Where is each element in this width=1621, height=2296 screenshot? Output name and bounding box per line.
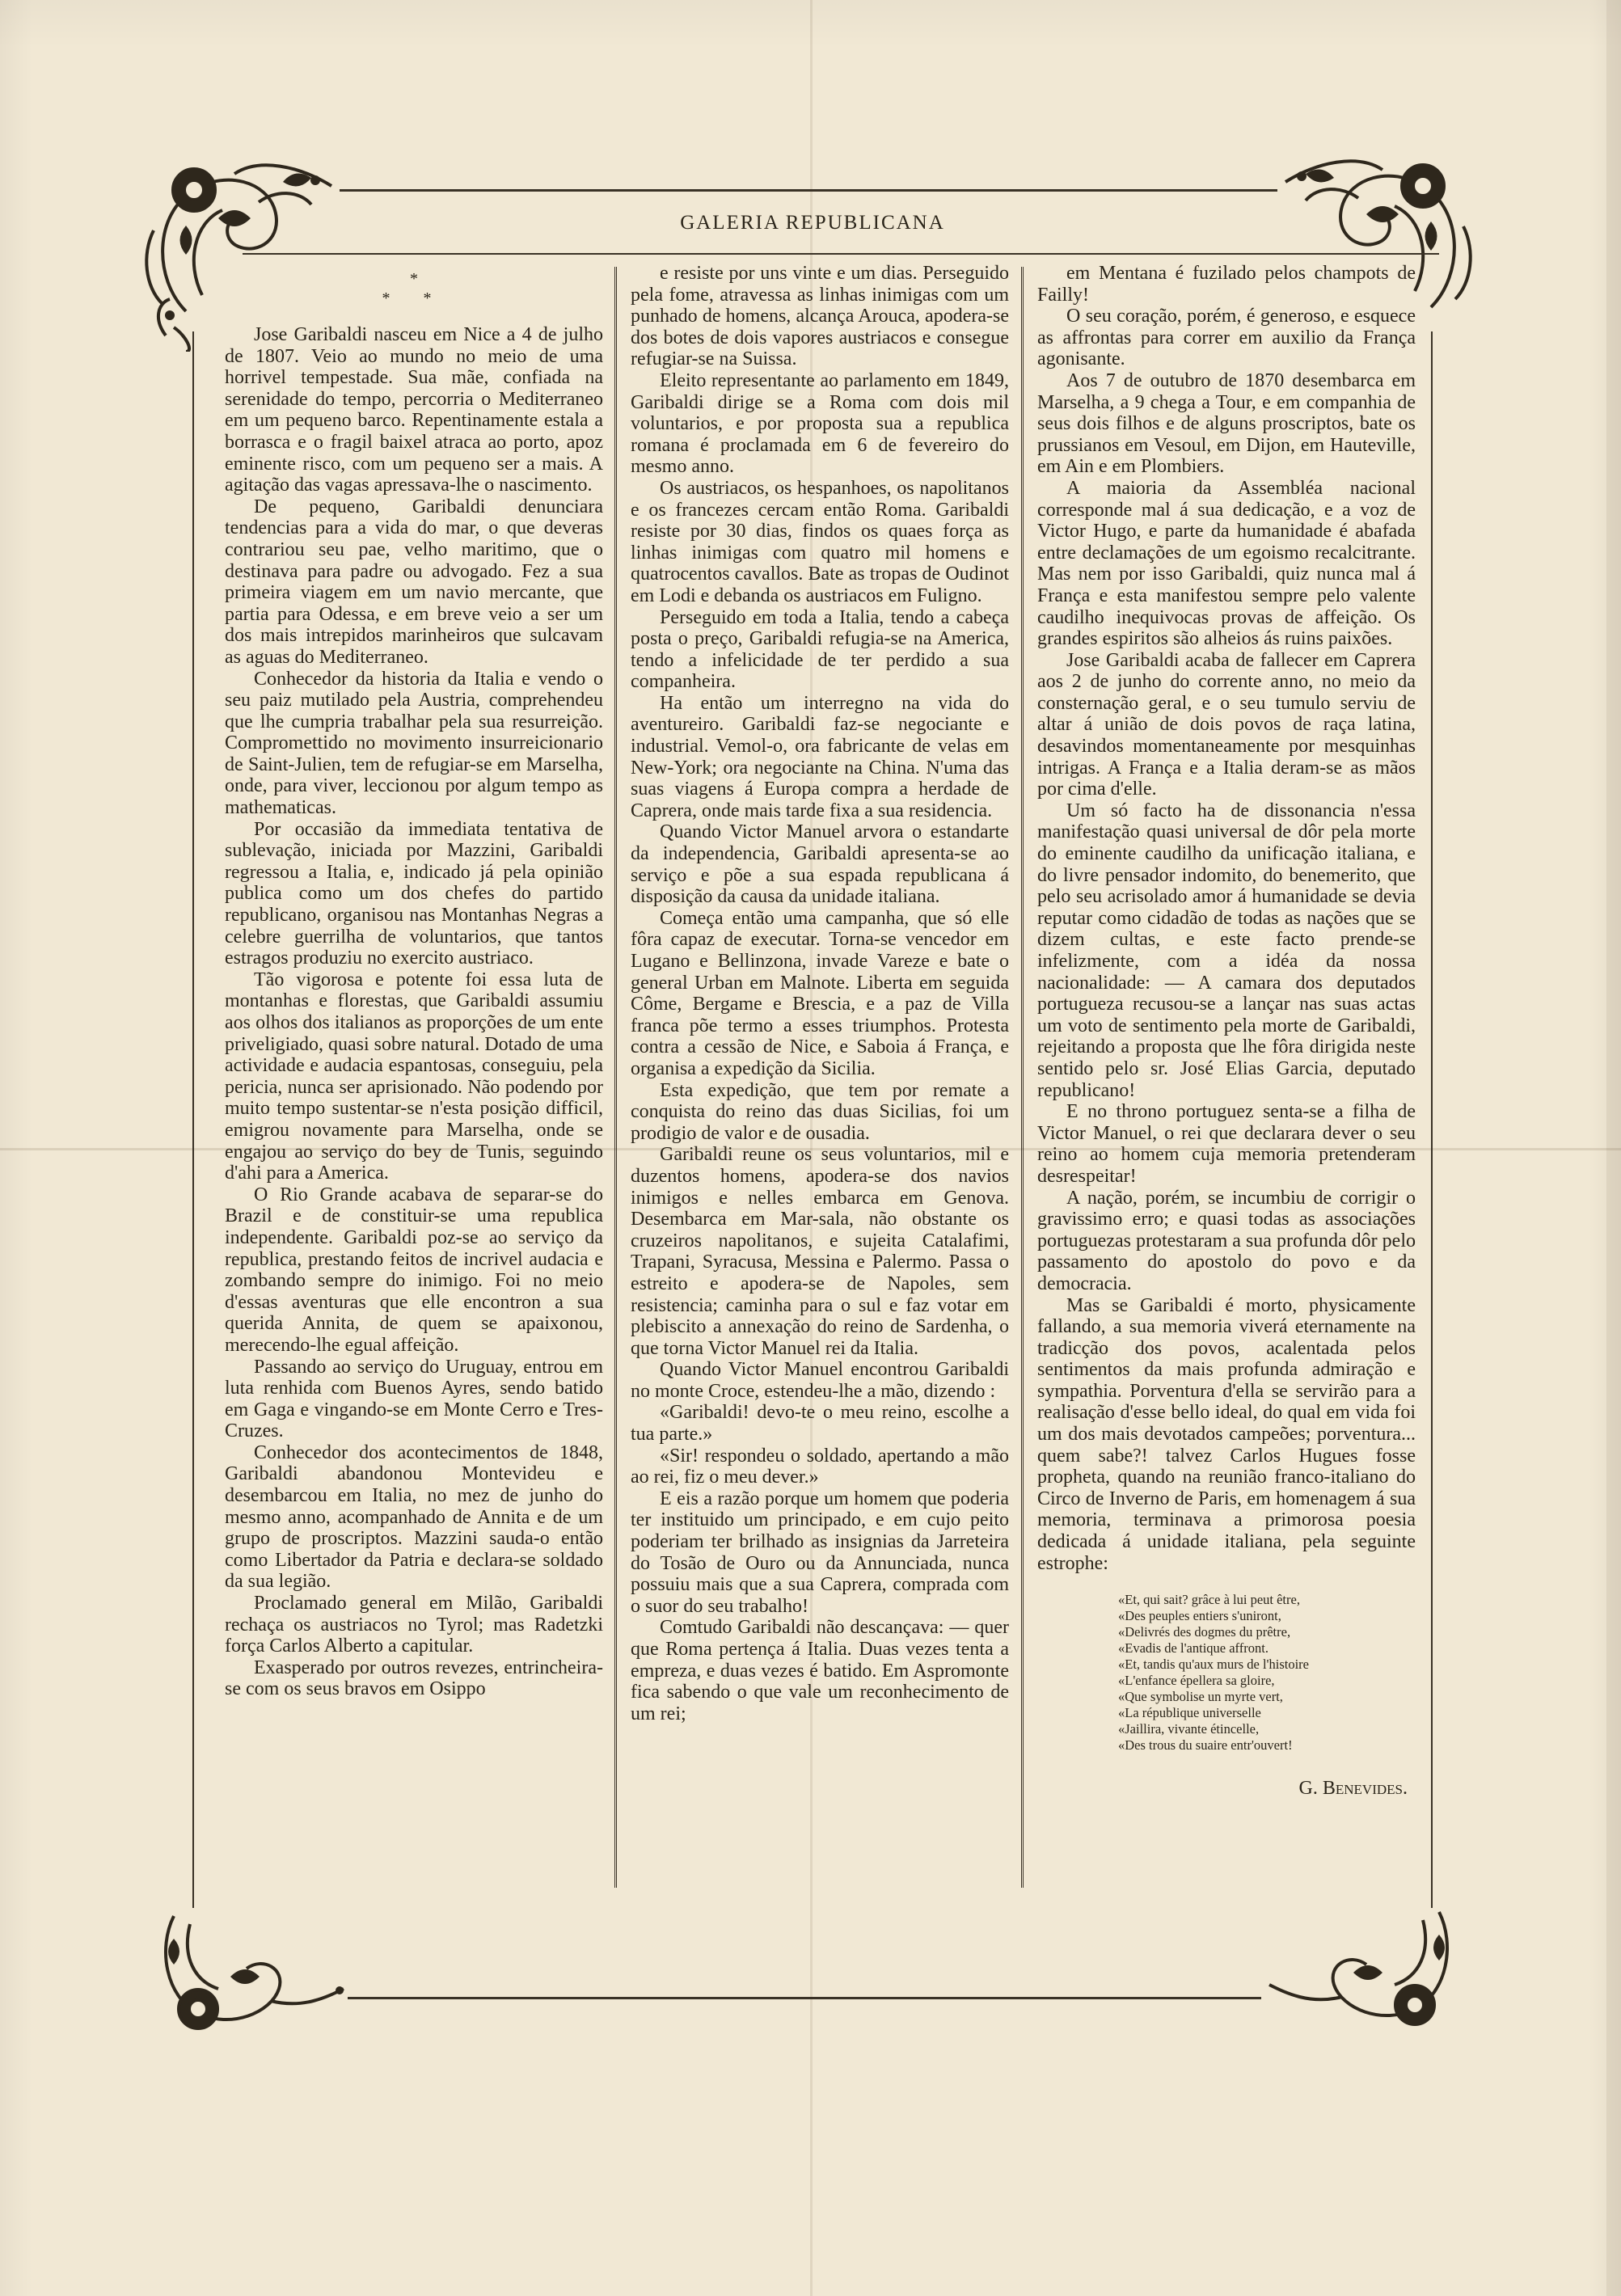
paragraph: Tão vigorosa e potente foi essa luta de montanhas e florestas, que Garibaldi assumiu aos olhos dos italianos as proporções de um ente priveligiado, quasi sobre natural. Dotado de uma actividade e audacia espantosas, conseguiu, pela pericia, nunca ser aprisionado. Não podendo por muito tempo sustentar-se n'esta posição difficil, emigrou novamente para Marselha, onde se engajou ao serviço do bey de Tunis, seguindo d'ahi para a America. [225,969,603,1184]
paragraph: Garibaldi reune os seus voluntarios, mil e duzentos homens, apodera-se dos navios inimigos e nelles embarca em Genova. Desembarca em Mar-sala, não obstante os cruzeiros napolitanos, e sujeita Catalafimi, Trapani, Syracusa, Messina e Palermo. Passa o estreito e apodera-se de Napoles, sem resistencia; caminha para o sul e faz votar em plebiscito a annexação do reino de Sardenha, o que torna Victor Manuel rei da Italia. [631,1144,1009,1359]
poem-line: «Que symbolise un myrte vert, [1118,1689,1283,1705]
paragraph: Jose Garibaldi acaba de fallecer em Caprera aos 2 de junho do corrente anno, no meio da consternação geral, e o seu tumulo serviu de altar á união de dois povos de raça latina, desavindos momentaneamente por mesquinhas intrigas. A França e a Italia deram-se as mãos por cima d'elle. [1037,649,1416,800]
poem-line: «Et, tandis qu'aux murs de l'histoire [1118,1657,1309,1673]
header-rule [243,253,1439,255]
paragraph: Eleito representante ao parlamento em 1849, Garibaldi dirige se a Roma com dois mil voluntarios, e por proposta sua a republica romana é proclamada em 6 de fevereiro do mesmo anno. [631,369,1009,478]
paragraph: Ha então um interregno na vida do aventureiro. Garibaldi faz-se negociante e industrial. Vemol-o, ora fabricante de velas em New-York; ora negociante na China. N'uma das suas viagens á Europa compra a herdade de Caprera, onde mais tarde fixa a sua residencia. [631,692,1009,821]
paragraph: A nação, porém, se incumbiu de corrigir o gravissimo erro; e quasi todas as associações portuguezas protestaram a sua profunda dôr pelo passamento do apostolo do povo e da democracia. [1037,1187,1416,1294]
paragraph: O Rio Grande acabava de separar-se do Brazil e de constituir-se uma republica independente. Garibaldi poz-se ao serviço da republica, prestando feitos de incrivel audacia e zombando sempre do inimigo. Foi no meio d'essas aventuras que elle encontron a sua querida Annita, de quem se apaixonou, merecendo-lhe egual affeição. [225,1184,603,1356]
star-top: * [410,270,418,288]
text-column-1 [225,263,603,1908]
paragraph: Aos 7 de outubro de 1870 desembarca em Marselha, a 9 chega a Tour, e em companhia de seus dois filhos e de alguns proscriptos, bate os prussianos em Vesoul, em Dijon, em Hauteville, em Ain e em Plombiers. [1037,369,1416,478]
paragraph: e resiste por uns vinte e um dias. Perseguido pela fome, atravessa as linhas inimigas com um punhado de homens, alcança Arouca, apodera-se dos botes de dois vapores austriacos e consegue refugiar-se na Suissa. [631,263,1009,370]
poem-line: «Evadis de l'antique affront. [1118,1640,1269,1657]
paragraph: Exasperado por outros revezes, entrincheira-se com os seus bravos em Osippo [225,1657,603,1700]
paragraph: Conhecedor dos acontecimentos de 1848, Garibaldi abandonou Montevideu e desembarcou em Italia, no mez de junho do mesmo anno, acompanhado de Annita e de um grupo de proscriptos. Mazzini sauda-o então como Libertador da Patria e declara-se soldado da sua legião. [225,1441,603,1593]
right-border-line [1431,331,1433,1908]
paragraph: Os austriacos, os hespanhoes, os napolitanos e os francezes cercam então Roma. Garibaldi resiste por 30 dias, findos os quaes força as linhas inimigas com quatro mil homens e quatrocentos cavallos. Bate as tropas de Oudinot em Lodi e debanda os austriacos em Fuligno. [631,477,1009,606]
paragraph: Esta expedição, que tem por remate a conquista do reino das duas Sicilias, foi um prodigio de valor e de ousadia. [631,1079,1009,1144]
paragraph: A maioria da Assembléa nacional corresponde mal á sua dedicação, e a voz de Victor Hugo, e parte da humanidade é abafada entre declamações de um egoismo recalcitrante. Mas nem por isso Garibaldi, quiz nunca mal á França e esta manifestou sempre pelo valente caudilho inequivocas provas de affeição. Os grandes espiritos são alheios ás ruins paixões. [1037,477,1416,650]
paragraph: Proclamado general em Milão, Garibaldi rechaça os austriacos no Tyrol; mas Radetzki força Carlos Alberto a capitular. [225,1593,603,1657]
star-bottom: * * [382,289,446,307]
paragraph: Comtudo Garibaldi não descançava: — quer que Roma pertença á Italia. Duas vezes tenta a empreza, e duas vezes é batido. Em Aspromonte fica sabendo o que vale um reconhecimento de um rei; [631,1617,1009,1724]
poem-stanza [1118,1592,1416,1754]
text-column-3 [1037,263,1416,1908]
paragraph: em Mentana é fuzilado pelos champots de Failly! [1037,263,1416,306]
poem-line: «L'enfance épellera sa gloire, [1118,1673,1275,1689]
paragraph: De pequeno, Garibaldi denunciara tendencias para a vida do mar, o que deveras contrariou seu pae, velho maritimo, que o destinava para padre ou advogado. Fez a sua primeira viagem em um navio mercante, que partia para Odessa, e em breve veio a ser um dos mais intrepidos marinheiros que sulcavam as aguas do Mediterraneo. [225,496,603,668]
paragraph: Jose Garibaldi nasceu em Nice a 4 de julho de 1807. Veio ao mundo no meio de uma horrivel tempestade. Sua mãe, confiada na serenidade do tempo, percorria o Mediterraneo em um pequeno barco. Repentinamente estala a borrasca e o fragil baixel atraca ao porto, apoz eminente risco, com um pequeno ser a mais. A agitação das vagas apressava-lhe o nascimento. [225,324,603,496]
poem-line: «Delivrés des dogmes du prêtre, [1118,1624,1291,1640]
column-divider-2 [1021,267,1025,1888]
paragraph: Passando ao serviço do Uruguay, entrou em luta renhida com Buenos Ayres, sendo batido em Gaga e vingando-se em Monte Cerro e Tres-Cruzes. [225,1356,603,1442]
paragraph: E eis a razão porque um homem que poderia ter instituido um principado, e em cujo peito poderiam ter brilhado as insignias da Jarreteira do Tosão de Ouro ou da Annunciada, nunca possuiu mais que a sua Caprera, comprada com o suor do seu trabalho! [631,1488,1009,1617]
corner-ornament-bottom-right [1261,1896,1471,2058]
paragraph: Perseguido em toda a Italia, tendo a cabeça posta o preço, Garibaldi refugia-se na America, tendo a infelicidade de ter perdido a sua companheira. [631,606,1009,693]
paragraph: Por occasião da immediata tentativa de sublevação, iniciada por Mazzini, Garibaldi regressou a Italia, e, indicado já pela opinião publica como um dos chefes do partido republicano, organisou nas Montanhas Negras a celebre guerrilha de voluntarios, que tantos estragos produziu no exercito austriaco. [225,818,603,969]
paragraph: E no throno portuguez senta-se a filha de Victor Manuel, o rei que declarara dever o seu reino ao homem cuja memoria pretenderam desrespeitar! [1037,1101,1416,1187]
column-divider-1 [614,267,618,1888]
paragraph: O seu coração, porém, é generoso, e esquece as affrontas para correr em auxilio da França agonisante. [1037,306,1416,370]
page-title: GALERIA REPUBLICANA [680,212,945,234]
paragraph: Quando Victor Manuel encontrou Garibaldi no monte Croce, estendeu-lhe a mão, dizendo : [631,1359,1009,1402]
bottom-border-line [348,1997,1261,1999]
paragraph: «Sir! respondeu o soldado, apertando a mão ao rei, fiz o meu dever.» [631,1445,1009,1488]
top-border-line [340,189,1277,192]
paragraph: Começa então uma campanha, que só elle fôra capaz de executar. Torna-se vencedor em Lugano e Bellinzona, invade Vareze e bate o general Urban em Malnote. Liberta em seguida Côme, Bergame e Brescia, e a paz de Villa franca põe termo a esses triumphos. Protesta contra a cessão de Nice, e Saboia á França, e organisa a expedição da Sicilia. [631,907,1009,1079]
page-edge-shadow [1606,0,1621,2296]
corner-ornament-bottom-left [141,1900,352,2062]
text-column-2 [631,263,1009,1908]
poem-line: «Et, qui sait? grâce à lui peut être, [1118,1592,1300,1608]
paragraph: Quando Victor Manuel arvora o estandarte da independencia, Garibaldi apresenta-se ao serviço e põe a sua espada republicana á disposição da causa da unidade italiana. [631,821,1009,908]
section-stars [225,269,603,308]
poem-line: «La république universelle [1118,1705,1261,1721]
paragraph: «Garibaldi! devo-te o meu reino, escolhe a tua parte.» [631,1402,1009,1446]
poem-line: «Jaillira, vivante étincelle, [1118,1721,1260,1737]
author-signature: G. Benevides. [1298,1778,1408,1800]
paragraph: Conhecedor da historia da Italia e vendo o seu paiz mutilado pela Austria, comprehendeu que lhe cumpria trabalhar pela sua resurreição. Compromettido no movimento insurreicionario de Saint-Julien, tem de refugiar-se em Marselha, onde, para viver, leccionou por algum tempo as mathematicas. [225,668,603,819]
paragraph: Mas se Garibaldi é morto, physicamente fallando, a sua memoria viverá eternamente na tradicção dos povos, acalentada pelos sentimentos da mais profunda admiração e sympathia. Porventura d'ella se servirão para a realisação d'esse bello ideal, do qual em vida foi um dos mais devotados campeões; porventura... quem sabe?! talvez Carlos Hugues fosse propheta, quando na reunião franco-italiano do Circo de Inverno de Paris, em homenagem á sua memoria, terminava a primorosa poesia dedicada á unidade italiana, pela seguinte estrophe: [1037,1294,1416,1574]
poem-line: «Des peuples entiers s'uniront, [1118,1608,1281,1624]
paragraph: Um só facto ha de dissonancia n'essa manifestação quasi universal de dôr pela morte do eminente caudilho da unificação italiana, e do livre pensador indomito, do benemerito, que pelo seu acrisolado amor á humanidade se devia reputar como cidadão de todas as nações que se dizem cultas, e este facto prende-se infelizmente, com a idéa da nossa nacionalidade: — A camara dos deputados portugueza recusou-se a lançar nas suas actas um voto de sentimento pela morte de Garibaldi, rejeitando a proposta que lhe fôra dirigida neste sentido pelo sr. José Elias Garcia, deputado republicano! [1037,800,1416,1101]
left-border-line [192,331,194,1908]
poem-line: «Des trous du suaire entr'ouvert! [1118,1737,1293,1754]
